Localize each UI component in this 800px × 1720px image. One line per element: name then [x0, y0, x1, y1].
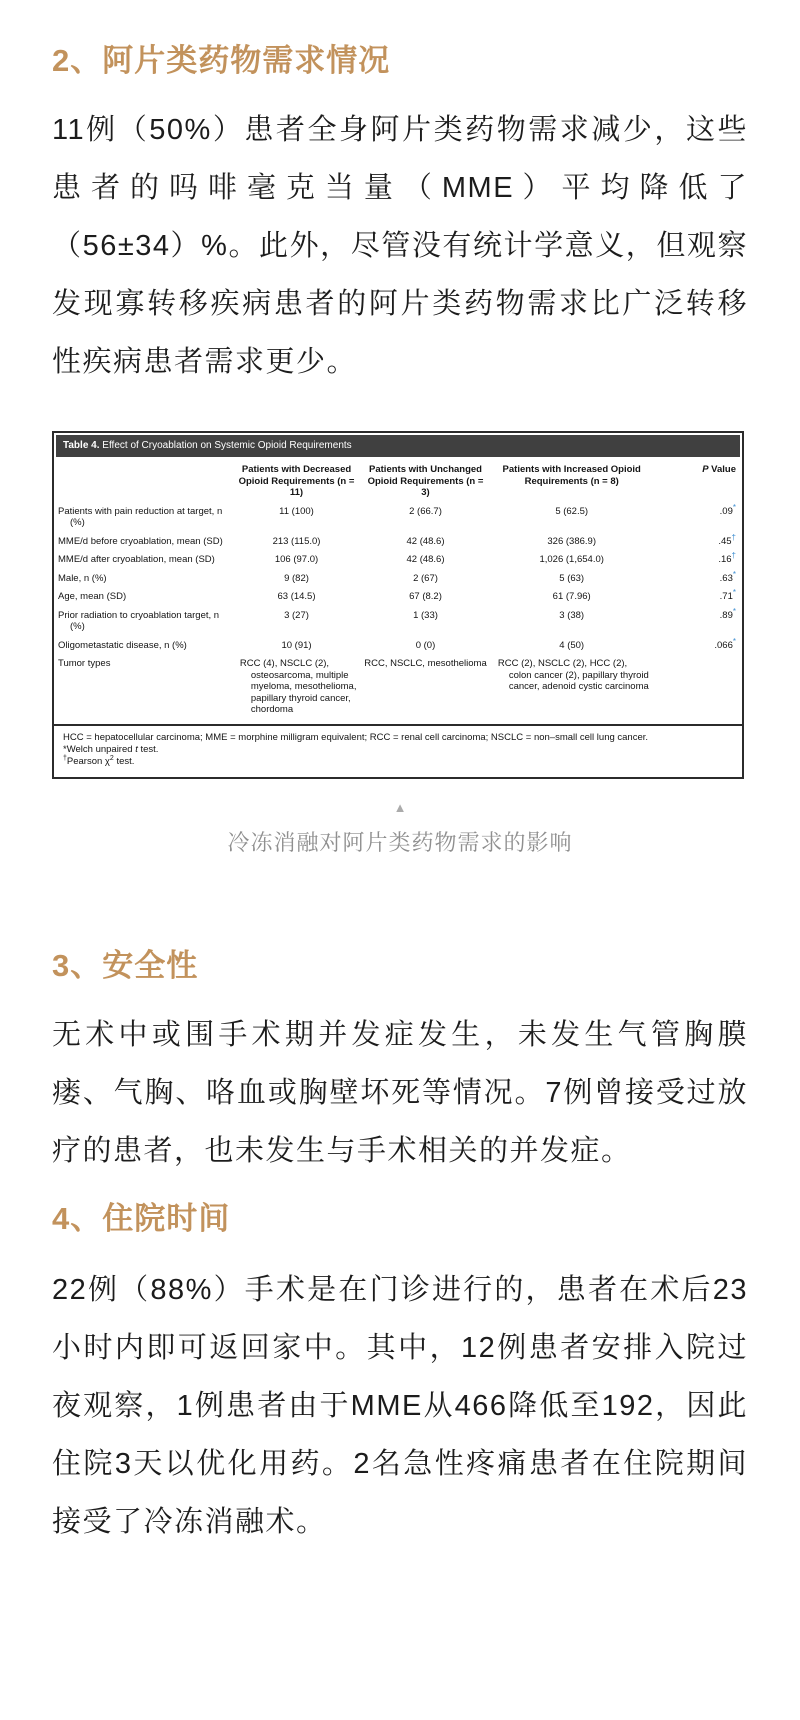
table4-titlebar [56, 435, 740, 457]
collapse-triangle-icon: ▲ [393, 799, 407, 815]
table-row: Tumor types RCC (4), NSCLC (2), osteosarcoma, multiple myeloma, mesothelioma, papillary thyroid cancer, chordoma RCC, NSCLC, mesothelioma RCC (2), NSCLC (2), HCC (2), colon cancer (2), papillary thyroid cancer, adenoid cystic carcinoma [54, 655, 742, 725]
table4-grid [54, 459, 742, 726]
table-row: Patients with pain reduction at target, n (%) 11 (100) 2 (66.7) 5 (62.5) .09* [58, 502, 736, 529]
table4-title-text: Effect of Cryoablation on Systemic Opioid Requirements [99, 440, 352, 452]
table-row: Oligometastatic disease, n (%) 10 (91) 0 (0) 4 (50) .066* [58, 636, 736, 651]
col-header-decreased: Patients with Decreased Opioid Requirements (n = 11) [238, 464, 355, 499]
col-header-increased: Patients with Increased Opioid Requirements (n = 8) [502, 464, 641, 487]
table-row: Prior radiation to cryoablation target, n (%) 3 (27) 1 (33) 3 (38) .89* [58, 606, 736, 633]
hospital-stay-paragraph: 22例（88%）手术是在门诊进行的，患者在术后23小时内即可返回家中。其中，12例患者安排入院过夜观察，1例患者由于MME从466降低至192，因此住院3天以优化用药。2名急性疼痛患者在住院期间接受了冷冻消融术。 [52, 1274, 748, 1539]
table4-footnotes [54, 726, 742, 777]
col-header-pvalue: P Value [702, 464, 736, 476]
table-header-row [54, 459, 742, 503]
opioid-demand-paragraph: 11例（50%）患者全身阿片类药物需求减少，这些患者的吗啡毫克当量（MME）平均降低了（56±34）%。此外，尽管没有统计学意义，但观察发现寡转移疾病患者的阿片类药物需求比广泛转移性疾病患者需求更少。 [52, 114, 748, 379]
table4 [52, 431, 744, 779]
table4-image[interactable] [52, 431, 748, 859]
section-heading-opioid-demand: 2、阿片类药物需求情况 [52, 43, 391, 78]
table-row: Male, n (%) 9 (82) 2 (67) 5 (63) .63* [58, 569, 736, 584]
section-heading-hospital-stay: 4、住院时间 [52, 1200, 231, 1236]
col-header-unchanged: Patients with Unchanged Opioid Requirements (n = 3) [367, 464, 484, 499]
safety-paragraph: 无术中或围手术期并发症发生，未发生气管胸膜瘘、气胸、咯血或胸壁坏死等情况。7例曾接受过放疗的患者，也未发生与手术相关的并发症。 [52, 1018, 748, 1167]
figure-caption: 冷冻消融对阿片类药物需求的影响 [227, 829, 573, 855]
table-row: MME/d before cryoablation, mean (SD) 213 (115.0) 42 (48.6) 326 (386.9) .45† [58, 532, 736, 547]
footnote-pearson: †Pearson $\chi^2$ test. [63, 754, 135, 767]
footnote-abbreviations: HCC = hepatocellular carcinoma; MME = morphine milligram equivalent; RCC = renal cell carcinoma; NSCLC = non–small cell lung cancer. [63, 731, 649, 743]
table-row: MME/d after cryoablation, mean (SD) 106 (97.0) 42 (48.6) 1,026 (1,654.0) .16† [58, 551, 736, 566]
table-row: Age, mean (SD) 63 (14.5) 67 (8.2) 61 (7.96) .71* [58, 588, 736, 603]
table4-title-label: Table 4. [63, 440, 100, 452]
footnote-welch: *Welch unpaired t test. [63, 743, 159, 755]
empty-header-cell [54, 459, 233, 503]
section-heading-safety: 3、安全性 [52, 947, 199, 983]
